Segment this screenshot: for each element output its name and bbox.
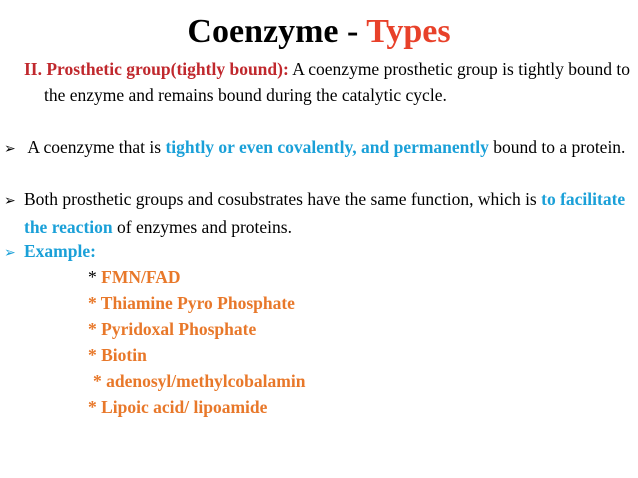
arrow-bullet-icon: ➢ [4, 141, 16, 157]
bullet-item-2 [4, 186, 634, 240]
intro-text: A coenzyme prosthetic group is tightly bound to the enzyme and remains bound during the catalytic cycle. [44, 59, 631, 105]
bullet-1-highlight: tightly or even covalently, and permanently [165, 137, 489, 157]
bullet-2-pre: Both prosthetic groups and cosubstrates have the same function, which is [24, 189, 542, 209]
slide-title-main: Coenzyme - [187, 13, 367, 50]
arrow-bullet-icon: ➢ [4, 245, 16, 261]
example-item: * Thiamine Pyro Phosphate [88, 293, 295, 313]
bullet-1-pre: A coenzyme that is [24, 137, 166, 157]
example-bullet [4, 238, 634, 266]
slide-title-accent: Types [366, 13, 451, 50]
example-item: * adenosyl/methylcobalamin [93, 371, 306, 391]
example-item: * Lipoic acid/ lipoamide [88, 397, 268, 417]
example-item-text: FMN/FAD [101, 267, 181, 287]
intro-paragraph [24, 56, 634, 108]
example-item [88, 264, 181, 290]
arrow-bullet-icon: ➢ [4, 193, 16, 209]
example-label: Example: [24, 241, 96, 261]
example-item-star: * [88, 267, 102, 287]
bullet-2-highlight: to facilitate the reaction [24, 189, 626, 237]
bullet-1-post: bound to a protein. [488, 137, 626, 157]
example-item: * Pyridoxal Phosphate [88, 319, 257, 339]
bullet-2-post: of enzymes and proteins. [112, 217, 292, 237]
bullet-item-1 [4, 134, 634, 162]
slide-title [0, 12, 638, 52]
intro-heading: II. Prosthetic group(tightly bound): [24, 59, 289, 79]
example-item: * Biotin [88, 345, 147, 365]
